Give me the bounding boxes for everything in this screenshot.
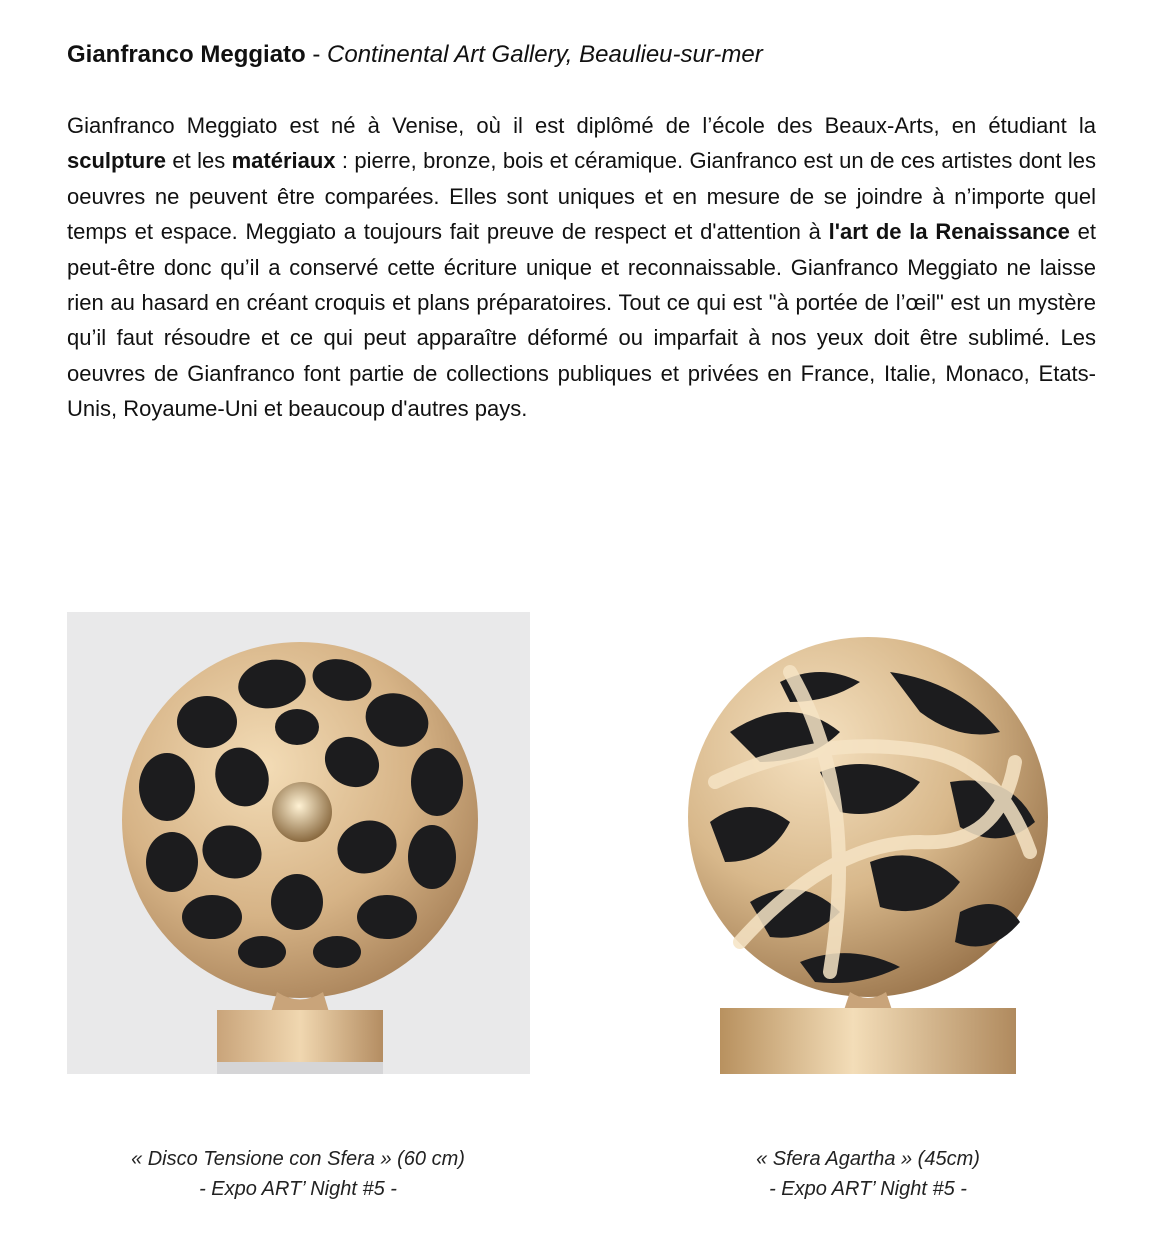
title-separator: - — [305, 41, 328, 68]
artwork-caption-1 — [48, 1144, 548, 1204]
artist-biography — [67, 108, 1096, 427]
caption-event-2: - Expo ART’ Night #5 - — [769, 1178, 967, 1200]
page-title — [67, 38, 763, 72]
artwork-photo-disco-tensione — [67, 612, 530, 1074]
bio-text-3: : pierre, bronze, bois et céramique. Gianfranco est un de ces artistes dont les oeuvres ne peuvent être comparées. Elles sont uniques et en mesure de se joindre à n’importe quel temps et espace. Meggiato a toujours fait preuve de respect et d'attention à — [67, 148, 1096, 245]
bio-bold-materiaux: matériaux — [231, 148, 336, 174]
caption-title-1: « Disco Tensione con Sfera » (60 cm) — [131, 1148, 465, 1170]
gallery-name: Continental Art Gallery, Beaulieu-sur-mer — [327, 41, 763, 68]
artwork-photo-sfera-agartha — [670, 612, 1065, 1074]
caption-title-2: « Sfera Agartha » (45cm) — [756, 1148, 980, 1170]
artwork-caption-2 — [618, 1144, 1118, 1204]
caption-event-1: - Expo ART’ Night #5 - — [199, 1178, 397, 1200]
bio-text-4: et peut-être donc qu’il a conservé cette écriture unique et reconnaissable. Gianfranco Meggiato ne laisse rien au hasard en créant croquis et plans préparatoires. Tout ce qui est "à portée de l’œil" est un mystère qu’il faut résoudre et ce qui peut apparaître déformé ou imparfait à nos yeux doit être sublimé. Les oeuvres de Gianfranco font partie de collections publiques et privées en France, Italie, Monaco, Etats-Unis, Royaume-Uni et beaucoup d'autres pays. — [67, 219, 1096, 422]
bio-bold-sculpture: sculpture — [67, 148, 167, 174]
artist-name: Gianfranco Meggiato — [67, 41, 306, 68]
bio-bold-renaissance: l'art de la Renaissance — [828, 219, 1070, 245]
bio-text-2: et les — [166, 148, 232, 174]
sfera-sculpture-illustration — [670, 612, 1065, 1074]
disco-sculpture-illustration — [67, 612, 530, 1074]
bio-text-1: Gianfranco Meggiato est né à Venise, où il est diplômé de l’école des Beaux-Arts, en étudiant la — [67, 113, 1096, 138]
